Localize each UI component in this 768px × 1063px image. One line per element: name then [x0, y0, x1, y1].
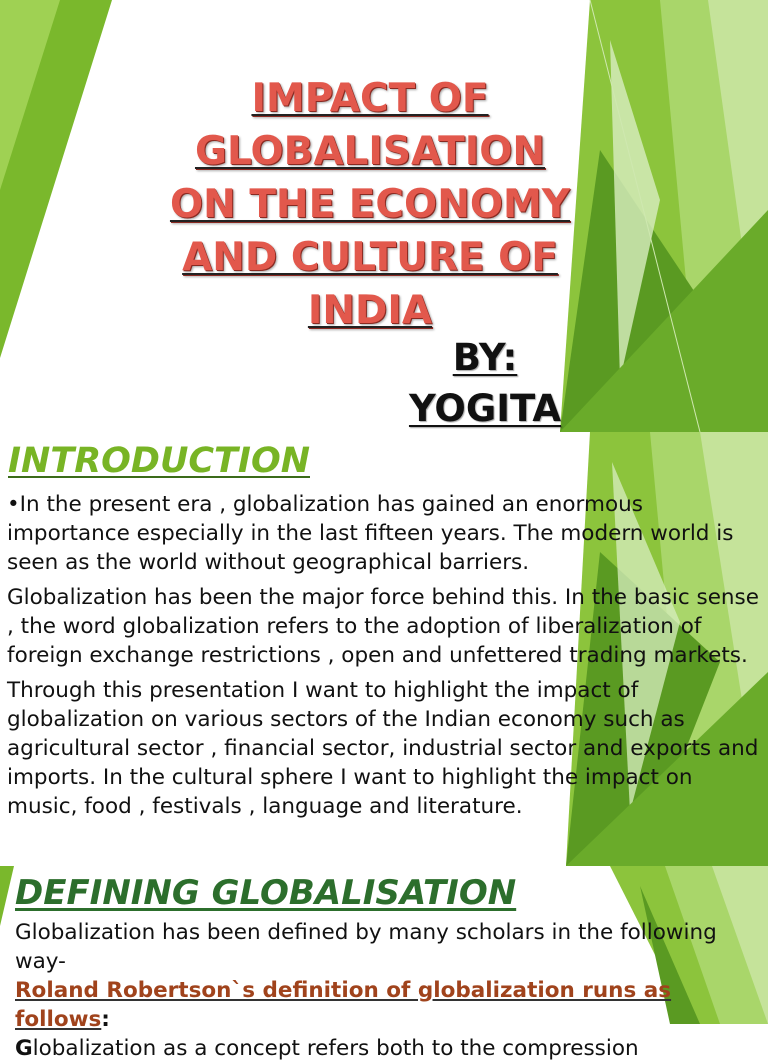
author-name: YOGITA: [408, 387, 562, 430]
definition-continuation: lobalization as a concept refers both to the compression: [32, 1036, 639, 1061]
title-slide: [0, 0, 768, 432]
title-line: GLOBALISATION: [194, 129, 546, 174]
definition-slide: [0, 866, 768, 1061]
definition-text: [15, 1034, 765, 1063]
paragraph: Through this presentation I want to highlight the impact of globalization on various sectors of the Indian economy such as agricultural sector , financial sector, industrial sector and exports and imports. In the cultural sphere I want to highlight the impact on music, food , festivals , language and literature.: [7, 678, 759, 819]
body-text: [15, 918, 765, 1063]
section-heading: INTRODUCTION: [8, 441, 310, 481]
title-line: ON THE ECONOMY: [169, 182, 571, 227]
title-line: AND CULTURE OF: [182, 235, 558, 280]
body-text: [7, 490, 759, 827]
paragraph: Globalization has been the major force behind this. In the basic sense , the word globalization refers to the adoption of liberalization of foreign exchange restrictions , open and unfettered trading markets.: [7, 585, 759, 668]
section-heading: DEFINING GLOBALISATION: [15, 873, 517, 913]
title-line: INDIA: [307, 288, 433, 333]
drop-letter: G: [15, 1036, 33, 1061]
introduction-slide: [0, 432, 768, 866]
paragraph: •In the present era , globalization has gained an enormous importance especially in the last fifteen years. The modern world is seen as the world without geographical barriers.: [7, 492, 734, 575]
subheading: Roland Robertson`s definition of globalization runs as follows: [15, 978, 672, 1032]
byline-label: BY:: [452, 336, 518, 379]
intro-text: Globalization has been defined by many scholars in the following way-: [15, 920, 717, 974]
definition-line: [15, 976, 765, 1034]
byline: [380, 332, 590, 434]
title-line: IMPACT OF: [251, 76, 489, 121]
subheading-colon: :: [101, 1007, 110, 1032]
presentation-title: [150, 72, 590, 337]
